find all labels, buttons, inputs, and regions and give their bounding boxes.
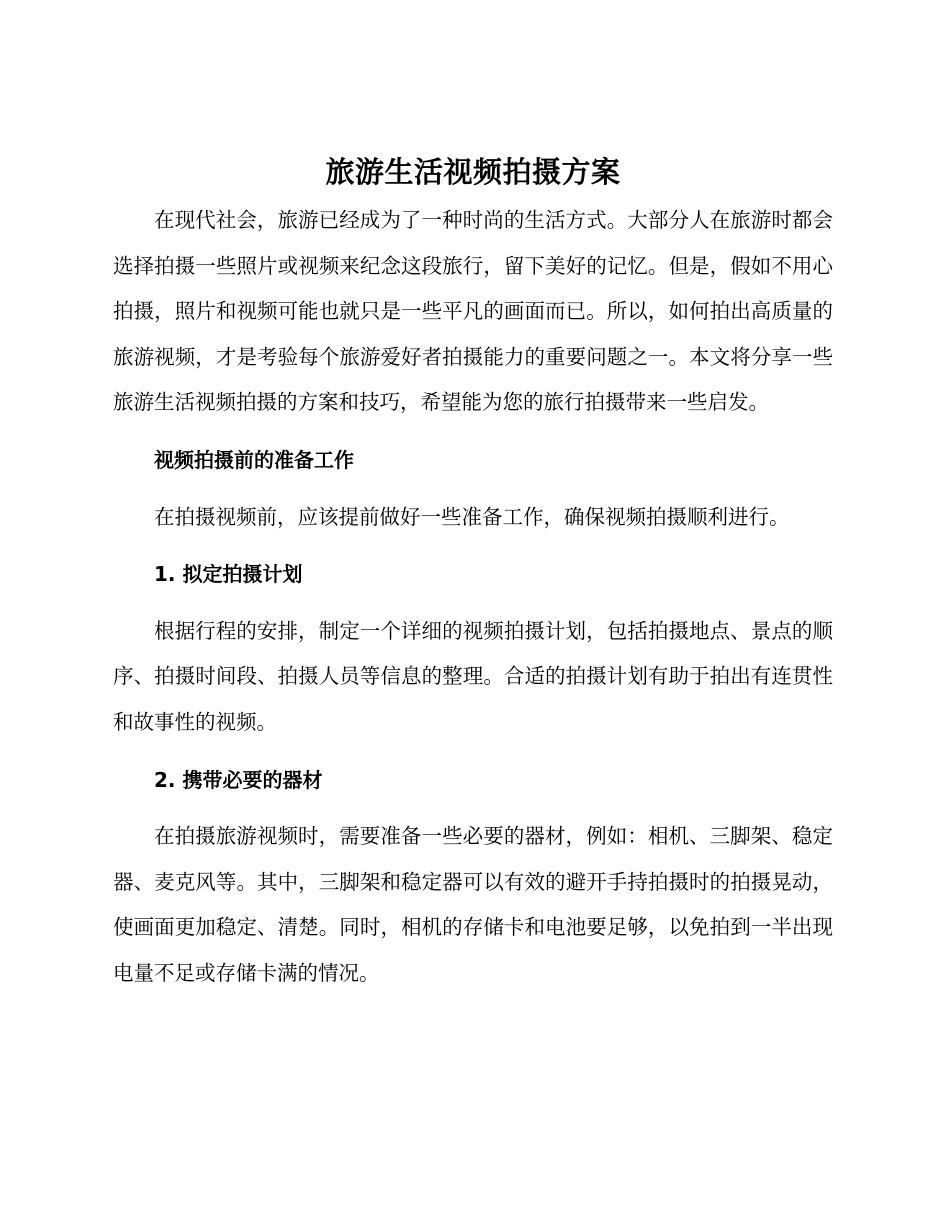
item-heading-plan: 1. 拟定拍摄计划 (154, 562, 303, 587)
section-heading-preparation: 视频拍摄前的准备工作 (154, 447, 354, 472)
intro-paragraph: 在现代社会，旅游已经成为了一种时尚的生活方式。大部分人在旅游时都会选择拍摄一些照片或视频来纪念这段旅行，留下美好的记忆。但是，假如不用心拍摄，照片和视频可能也就只是一些平凡的画面而已。所以，如何拍出高质量的旅游视频，才是考验每个旅游爱好者拍摄能力的重要问题之一。本文将分享一些旅游生活视频拍摄的方案和技巧，希望能为您的旅行拍摄带来一些启发。 (113, 208, 833, 415)
item-heading-equipment: 2. 携带必要的器材 (154, 767, 323, 792)
document-title: 旅游生活视频拍摄方案 (325, 155, 621, 189)
preparation-paragraph: 在拍摄视频前，应该提前做好一些准备工作，确保视频拍摄顺利进行。 (154, 504, 790, 529)
document-page (113, 150, 833, 997)
equipment-paragraph: 在拍摄旅游视频时，需要准备一些必要的器材，例如：相机、三脚架、稳定器、麦克风等。其中，三脚架和稳定器可以有效的避开手持拍摄时的拍摄晃动，使画面更加稳定、清楚。同时，相机的存储卡和电池要足够，以免拍到一半出现电量不足或存储卡满的情况。 (113, 824, 833, 985)
plan-paragraph: 根据行程的安排，制定一个详细的视频拍摄计划，包括拍摄地点、景点的顺序、拍摄时间段、拍摄人员等信息的整理。合适的拍摄计划有助于拍出有连贯性和故事性的视频。 (113, 618, 833, 734)
